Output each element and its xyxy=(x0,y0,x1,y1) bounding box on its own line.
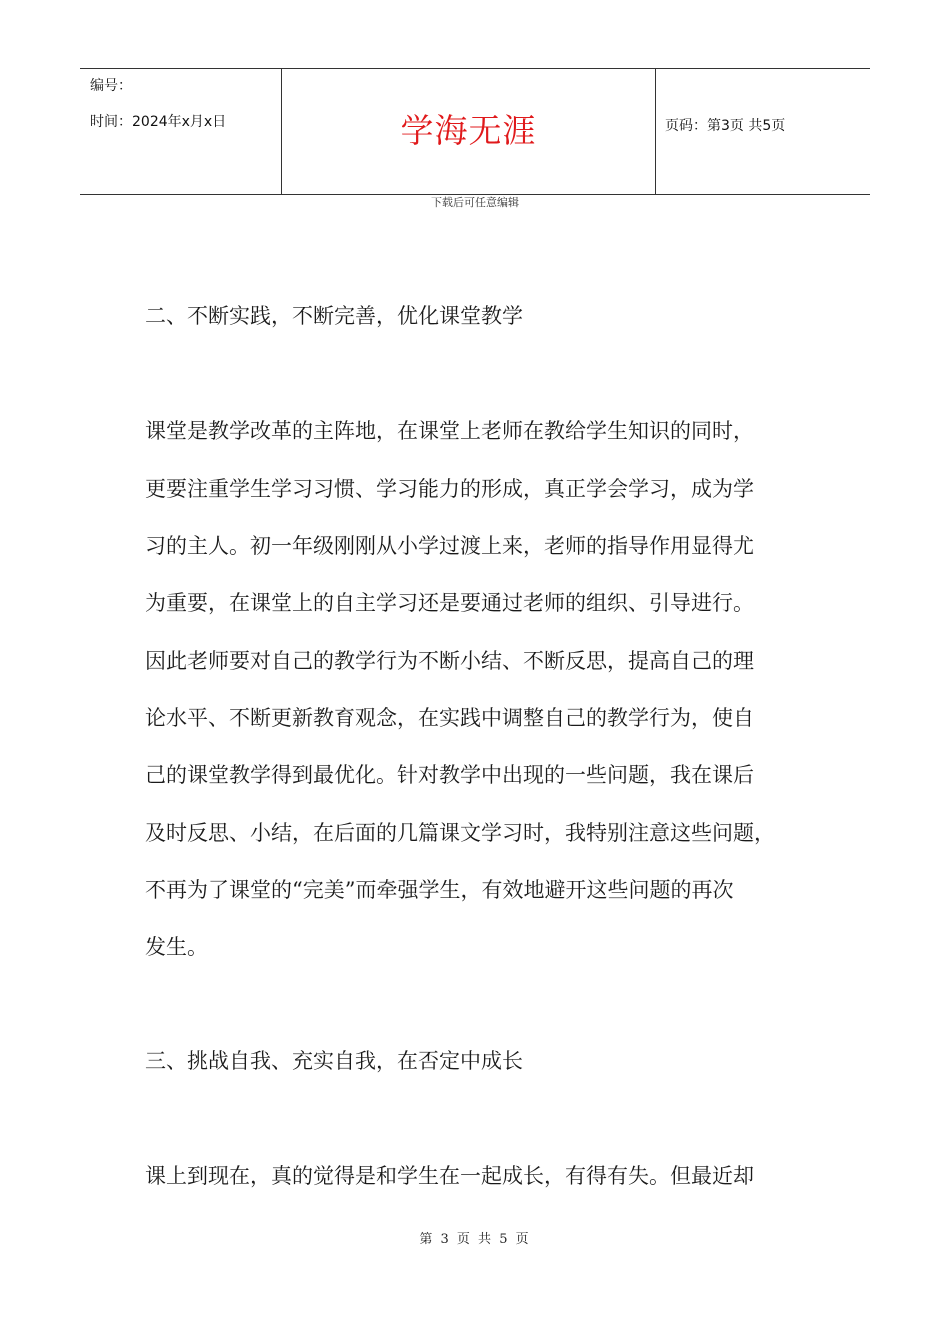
document-number-label: 编号： xyxy=(90,78,132,94)
page-footer: 第 3 页 共 5 页 xyxy=(419,1232,531,1247)
paragraph-line: 论水平、不断更新教育观念，在实践中调整自己的教学行为，使自 xyxy=(145,706,754,730)
paragraph-line: 更要注重学生学习习惯、学习能力的形成，真正学会学习，成为学 xyxy=(145,477,754,501)
paragraph-line: 课堂是教学改革的主阵地，在课堂上老师在教给学生知识的同时， xyxy=(145,419,754,443)
paragraph-line: 及时反思、小结，在后面的几篇课文学习时，我特别注意这些问题， xyxy=(145,821,775,845)
edit-note: 下载后可任意编辑 xyxy=(431,196,519,209)
document-header xyxy=(80,68,870,195)
paragraph-line: 不再为了课堂的“完美”而牵强学生，有效地避开这些问题的再次 xyxy=(145,878,734,902)
header-left-cell xyxy=(80,69,280,194)
section-heading-3: 三、挑战自我、充实自我，在否定中成长 xyxy=(145,1049,523,1073)
section-heading-2: 二、不断实践，不断完善，优化课堂教学 xyxy=(145,304,523,328)
header-right-cell xyxy=(655,69,870,194)
header-brand-cell xyxy=(281,69,656,194)
paragraph-line: 发生。 xyxy=(145,935,208,959)
paragraph-line: 己的课堂教学得到最优化。针对教学中出现的一些问题，我在课后 xyxy=(145,763,754,787)
brand-title: 学海无涯 xyxy=(400,111,537,150)
paragraph-line: 课上到现在，真的觉得是和学生在一起成长，有得有失。但最近却 xyxy=(145,1164,754,1188)
paragraph-line: 习的主人。初一年级刚刚从小学过渡上来，老师的指导作用显得尤 xyxy=(145,534,754,558)
paragraph-line: 因此老师要对自己的教学行为不断小结、不断反思，提高自己的理 xyxy=(145,649,754,673)
paragraph-line: 为重要，在课堂上的自主学习还是要通过老师的组织、引导进行。 xyxy=(145,591,754,615)
page-number-label: 页码：第3页 共5页 xyxy=(665,118,786,134)
document-date-label: 时间：2024年x月x日 xyxy=(90,114,227,130)
